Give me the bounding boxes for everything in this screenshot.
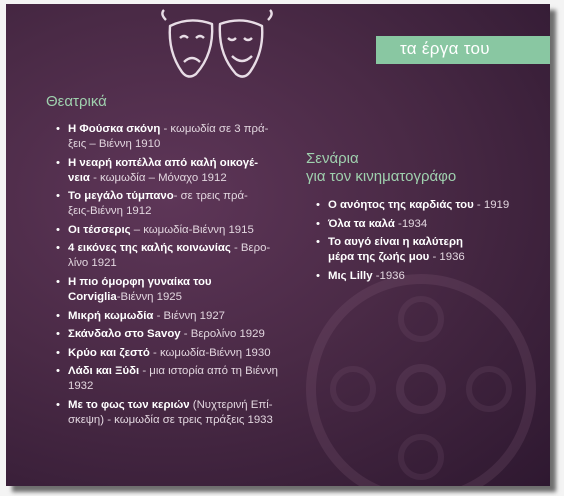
theatre-work-item — [56, 398, 306, 428]
work-title: Κρύο και ζεστό — [68, 346, 150, 359]
theatre-work-item — [56, 364, 306, 394]
theatre-work-item — [56, 156, 306, 186]
film-reel-icon — [306, 274, 536, 486]
work-detail-cont: ξεις-Βιέννη 1912 — [68, 205, 152, 218]
work-detail: (Νυχτερινή Επί- — [189, 398, 273, 411]
theatre-work-item — [56, 122, 306, 152]
work-detail-cont: λίνο 1921 — [68, 257, 117, 270]
work-detail-cont: ξεις – Βιέννη 1910 — [68, 138, 161, 150]
work-title: Η πιο όμορφη γυναίκα του — [68, 275, 212, 288]
work-detail: - 1936 — [429, 251, 465, 264]
theatre-masks-icon — [156, 8, 276, 88]
work-detail: - κωμωδία σε 3 πρά- — [160, 123, 269, 135]
work-title: Σκάνδαλο στο Savoy — [68, 328, 181, 341]
film-works-list — [316, 198, 546, 287]
work-title: Η Φούσκα σκόνη — [68, 123, 161, 135]
work-title: Μικρή κωμωδία — [68, 309, 154, 322]
film-work-item — [316, 269, 546, 284]
work-title: Το μεγάλο τύμπανο — [68, 190, 174, 203]
work-detail-cont: 1932 — [68, 380, 94, 393]
work-detail: – κωμωδία-Βιέννη 1915 — [130, 223, 254, 236]
works-title: τα έργα του — [400, 39, 490, 58]
work-detail: -1936 — [372, 269, 405, 282]
work-detail: - σε τρεις πρά- — [173, 190, 248, 203]
film-heading — [306, 150, 456, 186]
work-detail-cont: σκεψη) - κωμωδία σε τρεις πράξεις 1933 — [68, 413, 273, 426]
work-title: 4 εικόνες της καλής κοινωνίας — [68, 242, 231, 255]
work-detail: - Βερο- — [230, 242, 271, 255]
work-detail: - κωμωδία-Βιέννη 1930 — [149, 346, 271, 359]
work-detail: - μια ιστορία από τη Βιέννη — [139, 365, 279, 378]
work-title-cont: Corviglia — [68, 290, 117, 303]
theatre-work-item — [56, 241, 306, 271]
work-detail: - κωμωδία – Μόναχο 1912 — [89, 171, 227, 184]
work-title: Ο ανόητος της καρδιάς του — [328, 199, 474, 211]
work-title-cont: μέρα της ζωής μου — [328, 251, 430, 264]
film-work-item — [316, 198, 546, 213]
film-heading-line2: για τον κινηματογράφο — [306, 168, 457, 185]
theatre-work-item — [56, 309, 306, 324]
work-detail: -1934 — [394, 217, 428, 230]
theatre-work-item — [56, 346, 306, 361]
theatre-work-item — [56, 189, 306, 219]
theatre-works-list — [56, 122, 306, 432]
work-title: Η νεαρή κοπέλλα από καλή οικογέ- — [68, 156, 259, 169]
theatre-heading: Θεατρικά — [46, 93, 107, 110]
theatre-work-item — [56, 223, 306, 238]
work-title-cont: νεια — [68, 171, 90, 184]
film-heading-line1: Σενάρια — [306, 150, 359, 167]
work-detail: - Βερολίνο 1929 — [180, 328, 265, 341]
works-title-band — [376, 36, 550, 64]
work-title: Μις Lilly — [328, 269, 373, 282]
work-detail: - 1919 — [473, 199, 510, 211]
page-panel — [6, 4, 550, 486]
work-title: Λάδι και Ξύδι — [68, 365, 140, 378]
work-title: Όλα τα καλά — [328, 217, 395, 230]
theatre-work-item — [56, 275, 306, 305]
film-work-item — [316, 235, 546, 265]
work-detail: -Βιέννη 1925 — [116, 290, 182, 303]
work-title: Το αυγό είναι η καλύτερη — [328, 236, 463, 249]
theatre-work-item — [56, 327, 306, 342]
work-detail: - Βιέννη 1927 — [153, 309, 225, 322]
work-title: Με το φως των κεριών — [68, 398, 190, 411]
film-work-item — [316, 217, 546, 232]
work-title: Οι τέσσερις — [68, 223, 131, 236]
